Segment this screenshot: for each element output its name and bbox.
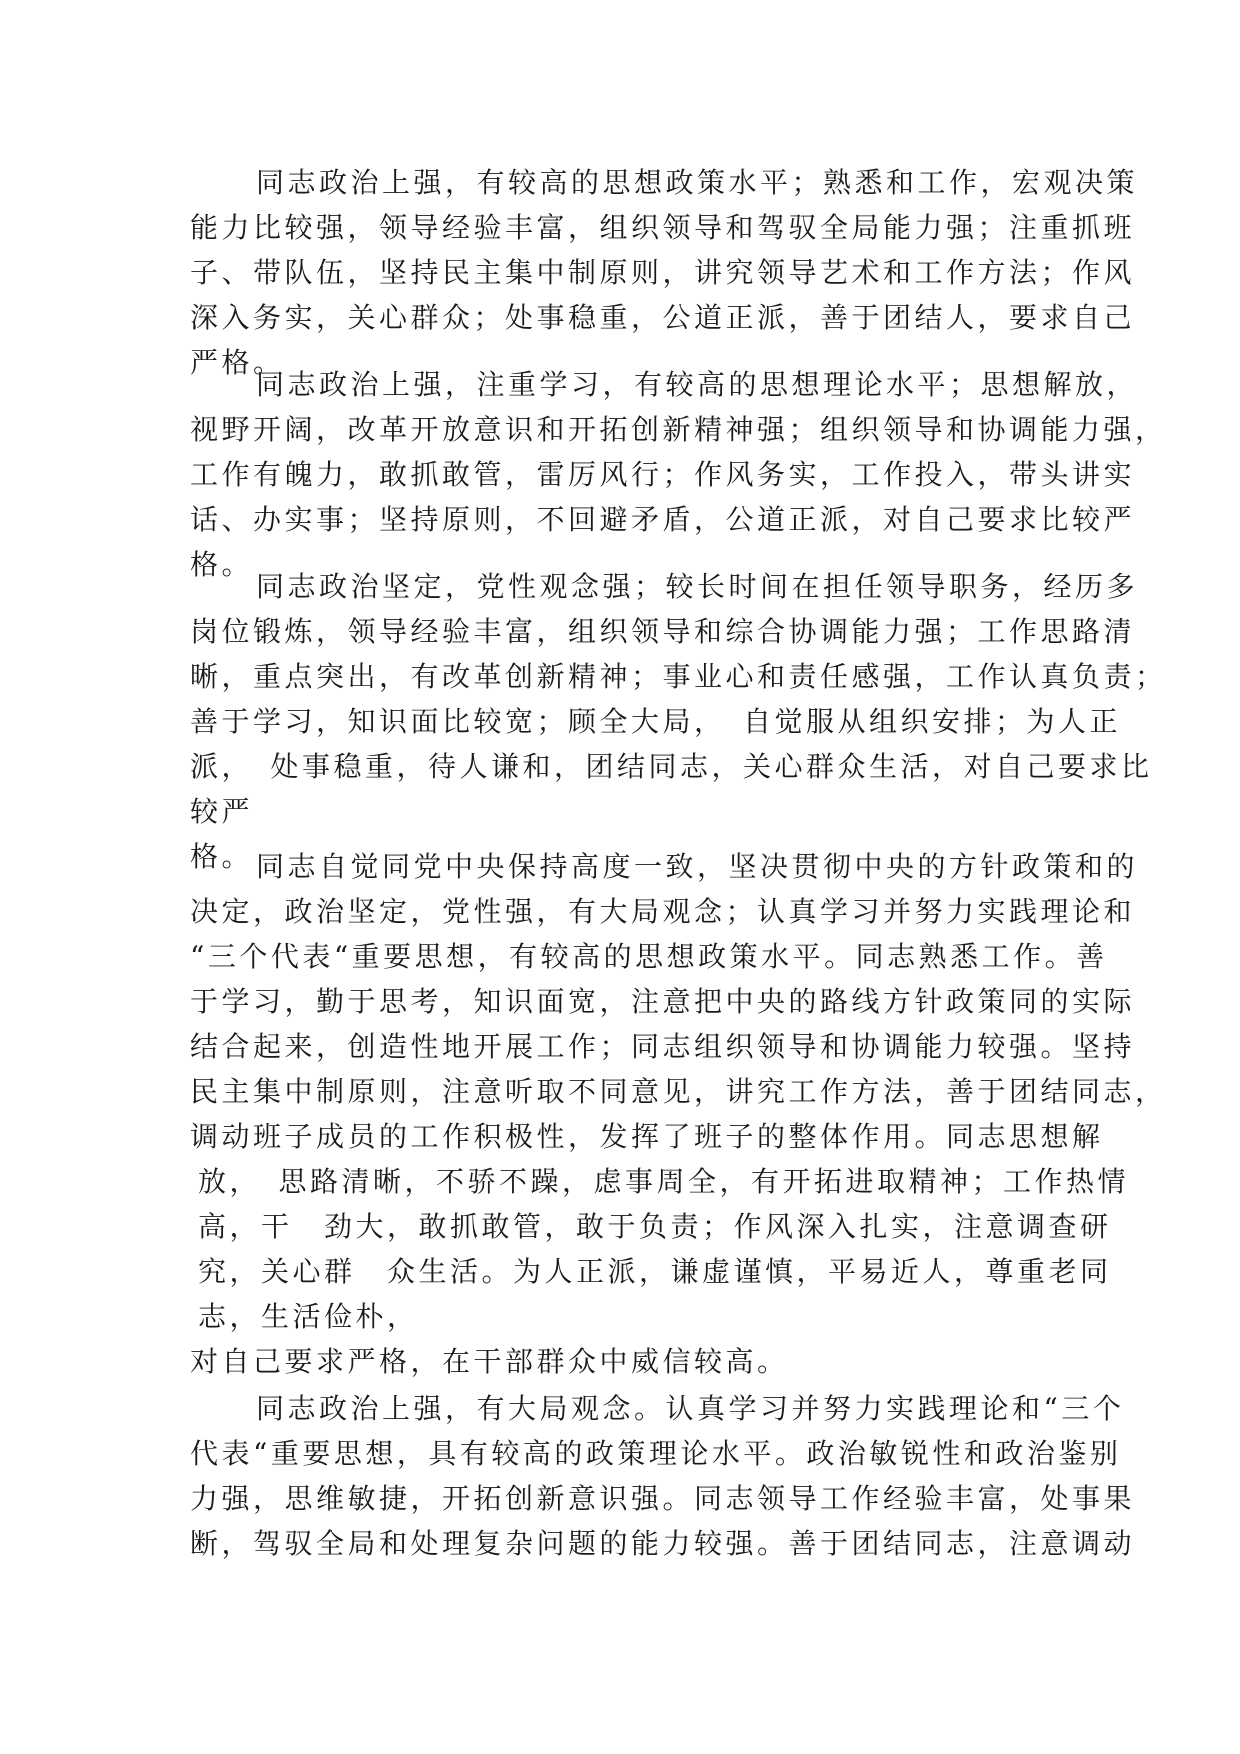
text-line: 力强，思维敏捷，开拓创新意识强。同志领导工作经验丰富，处事果 xyxy=(190,1482,1136,1515)
text-line: 志，生活俭朴， xyxy=(198,1300,419,1333)
text-line: 同志政治上强，有大局观念。认真学习并努力实践理论和“三个 xyxy=(256,1392,1125,1425)
text-line: 格。 xyxy=(190,840,254,873)
text-line: 善于学习，知识面比较宽；顾全大局， 自觉服从组织安排；为人正 xyxy=(190,705,1122,738)
text-line: 同志政治上强，有较高的思想政策水平；熟悉和工作，宏观决策 xyxy=(256,166,1139,199)
text-line: 严格。 xyxy=(190,346,285,379)
text-line: 格。 xyxy=(190,548,254,581)
paragraph-5 xyxy=(190,1386,1135,1566)
paragraph-3 xyxy=(190,564,1167,879)
text-line: 民主集中制原则，注意听取不同意见，讲究工作方法，善于团结同志， xyxy=(190,1075,1167,1108)
text-line: 对自己要求严格，在干部群众中威信较高。 xyxy=(190,1345,789,1378)
text-line: 调动班子成员的工作积极性，发挥了班子的整体作用。同志思想解 xyxy=(190,1120,1104,1153)
text-line: 究，关心群 众生活。为人正派，谦虚谨慎，平易近人，尊重老同 xyxy=(198,1255,1112,1288)
text-line: 晰，重点突出，有改革创新精神；事业心和责任感强，工作认真负责； xyxy=(190,660,1167,693)
text-line: 深入务实，关心群众；处事稳重，公道正派，善于团结人，要求自己 xyxy=(190,301,1136,334)
text-line: 视野开阔，改革开放意识和开拓创新精神强；组织领导和协调能力强， xyxy=(190,413,1167,446)
text-line: 岗位锻炼，领导经验丰富，组织领导和综合协调能力强；工作思路清 xyxy=(190,615,1136,648)
text-line: 结合起来，创造性地开展工作；同志组织领导和协调能力较强。坚持 xyxy=(190,1030,1136,1063)
text-line: 代表“重要思想，具有较高的政策理论水平。政治敏锐性和政治鉴别 xyxy=(190,1437,1122,1470)
text-line: 子、带队伍，坚持民主集中制原则，讲究领导艺术和工作方法；作风 xyxy=(190,256,1136,289)
text-line: 同志自觉同党中央保持高度一致，坚决贯彻中央的方针政策和的 xyxy=(256,850,1139,883)
text-line: 较严 xyxy=(190,795,254,828)
paragraph-1 xyxy=(190,160,1138,385)
text-line: 高，干 劲大，敢抓敢管，敢于负责；作风深入扎实，注意调查研 xyxy=(198,1210,1112,1243)
text-line: 于学习，勤于思考，知识面宽，注意把中央的路线方针政策同的实际 xyxy=(190,985,1136,1018)
text-line: 同志政治上强，注重学习，有较高的思想理论水平；思想解放， xyxy=(256,368,1139,401)
text-line: 话、办实事；坚持原则，不回避矛盾，公道正派，对自己要求比较严 xyxy=(190,503,1136,536)
text-line: 断，驾驭全局和处理复杂问题的能力较强。善于团结同志，注意调动 xyxy=(190,1527,1136,1560)
paragraph-2 xyxy=(190,362,1167,587)
text-line: 派， 处事稳重，待人谦和，团结同志，关心群众生活，对自己要求比 xyxy=(190,750,1153,783)
text-line: “三个代表“重要思想，有较高的思想政策水平。同志熟悉工作。善 xyxy=(190,940,1108,973)
text-line: 决定，政治坚定，党性强，有大局观念；认真学习并努力实践理论和 xyxy=(190,895,1136,928)
text-line: 同志政治坚定，党性观念强；较长时间在担任领导职务，经历多 xyxy=(256,570,1139,603)
text-line: 能力比较强，领导经验丰富，组织领导和驾驭全局能力强；注重抓班 xyxy=(190,211,1136,244)
text-line: 工作有魄力，敢抓敢管，雷厉风行；作风务实，工作投入，带头讲实 xyxy=(190,458,1136,491)
text-line: 放， 思路清晰，不骄不躁，虑事周全，有开拓进取精神；工作热情 xyxy=(198,1165,1130,1198)
paragraph-4 xyxy=(190,844,1167,1384)
